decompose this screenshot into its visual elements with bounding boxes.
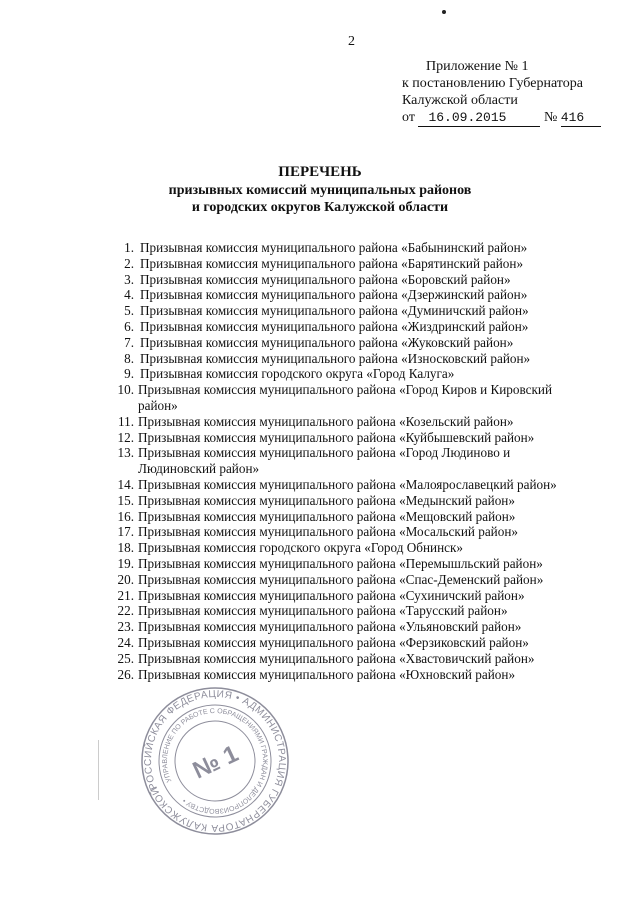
list-item-number: 11. — [118, 413, 134, 429]
list-item — [112, 477, 582, 493]
appendix-block — [402, 58, 601, 127]
list-item-number: 6. — [124, 318, 134, 334]
list-item-text: Призывная комиссия муниципального района «Дзержинский район» — [140, 287, 528, 303]
date-prefix: от — [402, 110, 415, 125]
list-item-text: Призывная комиссия муниципального района «Город Киров и Кировский район» — [138, 382, 553, 413]
list-item — [112, 382, 582, 414]
list-item-text: Призывная комиссия муниципального района «Медынский район» — [138, 492, 515, 508]
document-title: ПЕРЕЧЕНЬ — [278, 164, 362, 180]
list-item-number: 3. — [124, 271, 134, 287]
list-item-number: 9. — [124, 366, 134, 382]
seal-outer-text: РОССИЙСКАЯ ФЕДЕРАЦИЯ • АДМИНИСТРАЦИЯ ГУБЕРНАТОРА КАЛУЖСКОЙ — [142, 688, 288, 834]
list-item-text: Призывная комиссия муниципального района «Боровский район» — [140, 271, 511, 287]
commission-list — [112, 240, 582, 682]
list-item-text: Призывная комиссия муниципального района «Жиздринский район» — [140, 318, 529, 334]
list-item-number: 2. — [124, 255, 134, 271]
list-item — [112, 287, 582, 303]
list-item-text: Призывная комиссия муниципального района «Износковский район» — [140, 350, 531, 366]
list-item-text: Призывная комиссия городского округа «Город Обнинск» — [138, 540, 463, 556]
number-prefix: № — [543, 110, 558, 125]
list-item — [112, 603, 582, 619]
list-item — [112, 351, 582, 367]
list-item — [112, 667, 582, 683]
list-item-number: 14. — [117, 476, 134, 492]
list-item-number: 17. — [117, 524, 134, 540]
list-item — [112, 619, 582, 635]
scan-margin-line — [98, 740, 99, 800]
list-item-number: 22. — [117, 603, 134, 619]
list-item-text: Призывная комиссия муниципального района «Куйбышевский район» — [138, 429, 535, 445]
list-item — [112, 509, 582, 525]
list-item-text: Призывная комиссия муниципального района «Ферзиковский район» — [138, 634, 529, 650]
list-item-number: 19. — [117, 555, 134, 571]
list-item-text: Призывная комиссия муниципального района «Думиничский район» — [140, 303, 529, 319]
list-item-text: Призывная комиссия муниципального района «Ульяновский район» — [138, 619, 522, 635]
list-item — [112, 524, 582, 540]
page-number: 2 — [348, 34, 355, 49]
list-item — [112, 651, 582, 667]
list-item-text: Призывная комиссия муниципального района «Жуковский район» — [140, 334, 514, 350]
date-value: 16.09.2015 — [418, 109, 540, 127]
list-item — [112, 430, 582, 446]
list-item-number: 7. — [124, 334, 134, 350]
scan-dot — [442, 10, 446, 14]
list-item-number: 4. — [124, 287, 134, 303]
list-item — [112, 540, 582, 556]
appendix-line-2: к постановлению Губернатора — [402, 76, 583, 91]
list-item — [112, 588, 582, 604]
list-item — [112, 256, 582, 272]
list-item-number: 16. — [117, 508, 134, 524]
list-item — [112, 635, 582, 651]
list-item-number: 8. — [124, 350, 134, 366]
list-item-number: 18. — [117, 540, 134, 556]
list-item — [112, 556, 582, 572]
list-item — [112, 572, 582, 588]
list-item — [112, 319, 582, 335]
number-value: 416 — [561, 109, 601, 127]
list-item-text: Призывная комиссия муниципального района «Юхновский район» — [138, 666, 516, 682]
list-item-text: Призывная комиссия муниципального района «Спас-Деменский район» — [138, 571, 544, 587]
list-item-number: 10. — [117, 382, 134, 398]
list-item-text: Призывная комиссия муниципального района «Хвастовичский район» — [138, 650, 535, 666]
seal-center-text: № 1 — [188, 740, 243, 785]
list-item-text: Призывная комиссия муниципального района «Малоярославецкий район» — [138, 476, 557, 492]
list-item-text: Призывная комиссия муниципального района «Тарусский район» — [138, 603, 508, 619]
list-item-text: Призывная комиссия муниципального района «Барятинский район» — [140, 255, 524, 271]
list-item — [112, 414, 582, 430]
list-item-number: 23. — [117, 619, 134, 635]
list-item-number: 26. — [117, 666, 134, 682]
list-item — [112, 303, 582, 319]
document-subtitle-line-1: призывных комиссий муниципальных районов — [168, 183, 472, 198]
list-item-text: Призывная комиссия муниципального района «Мещовский район» — [138, 508, 516, 524]
list-item-number: 5. — [124, 303, 134, 319]
list-item-text: Призывная комиссия муниципального района «Перемышльский район» — [138, 555, 543, 571]
list-item — [112, 493, 582, 509]
list-item-number: 20. — [117, 571, 134, 587]
list-item-number: 21. — [117, 587, 134, 603]
list-item-text: Призывная комиссия муниципального района «Мосальский район» — [138, 524, 518, 540]
list-item-number: 12. — [117, 429, 134, 445]
appendix-date-row — [402, 109, 601, 127]
appendix-line-3: Калужской области — [402, 93, 518, 108]
list-item — [112, 445, 582, 477]
list-item-number: 15. — [117, 492, 134, 508]
list-item-text: Призывная комиссия муниципального района «Козельский район» — [138, 413, 514, 429]
list-item-text: Призывная комиссия муниципального района «Город Людиново и Людиновский район» — [138, 445, 511, 477]
list-item — [112, 272, 582, 288]
list-item — [112, 240, 582, 256]
document-subtitle-line-2: и городских округов Калужской области — [191, 200, 449, 215]
list-item-number: 25. — [117, 650, 134, 666]
appendix-line-1: Приложение № 1 — [426, 59, 529, 74]
list-item-number: 1. — [124, 240, 134, 255]
list-item-text: Призывная комиссия муниципального района «Сухиничский район» — [138, 587, 525, 603]
list-item-text: Призывная комиссия городского округа «Город Калуга» — [140, 366, 455, 382]
list-item-number: 13. — [117, 445, 134, 461]
list-item-number: 24. — [117, 634, 134, 650]
list-item — [112, 366, 582, 382]
list-item — [112, 335, 582, 351]
list-item-text: Призывная комиссия муниципального района «Бабынинский район» — [140, 240, 528, 255]
seal-inner-text: УПРАВЛЕНИЕ ПО РАБОТЕ С ОБРАЩЕНИЯМИ ГРАЖДАН И ДЕЛОПРОИЗВОДСТВУ • — [161, 707, 269, 815]
official-seal — [140, 686, 290, 836]
